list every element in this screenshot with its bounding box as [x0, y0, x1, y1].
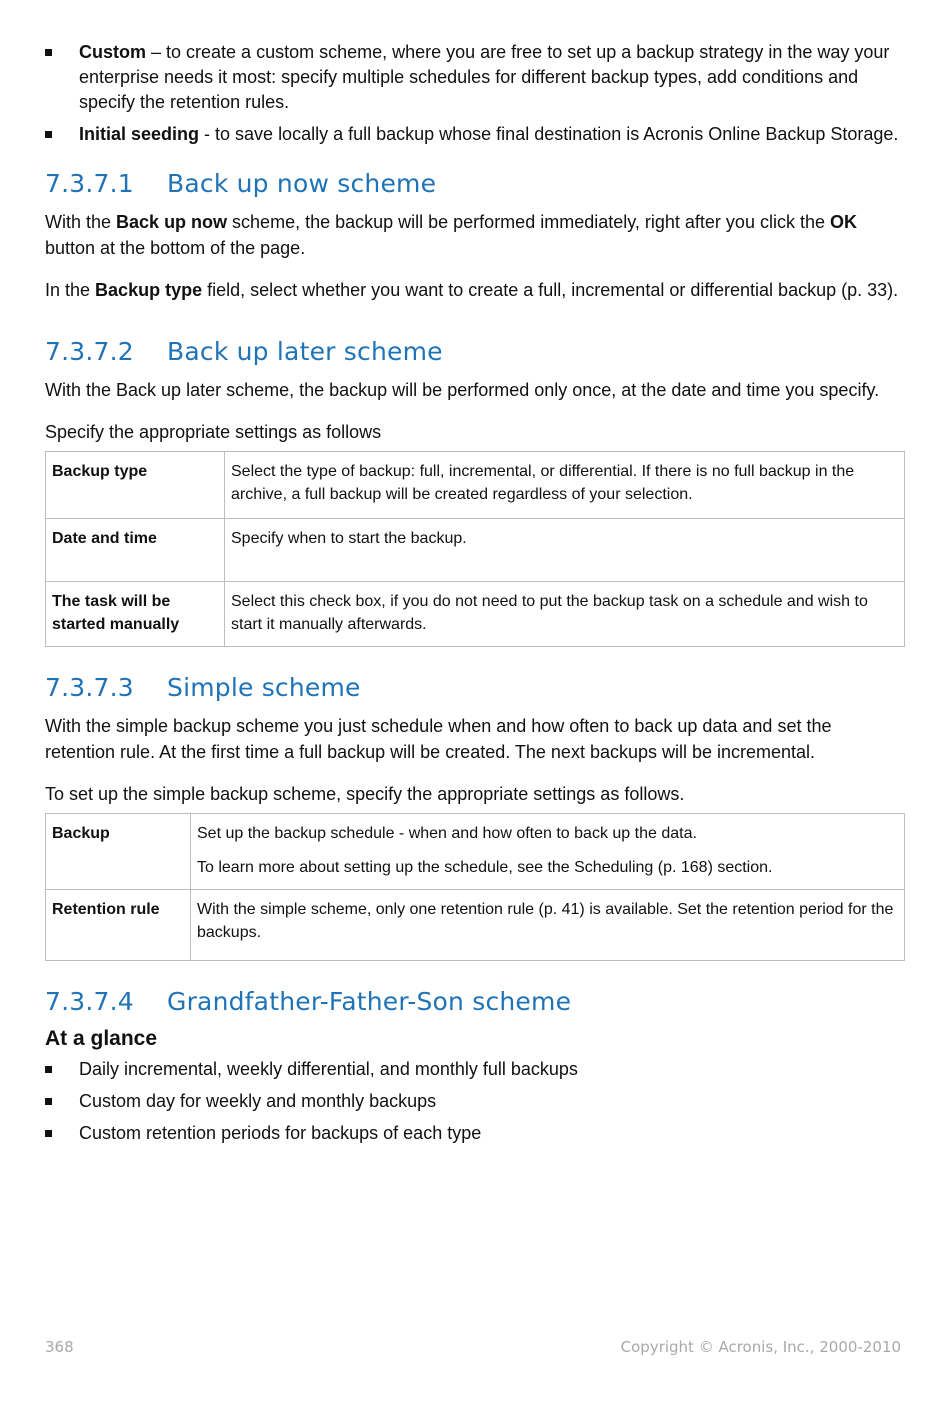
setting-name: Retention rule [46, 890, 191, 961]
option-term: Initial seeding [79, 124, 200, 144]
list-item [45, 1089, 905, 1114]
section-title: Simple scheme [167, 673, 361, 702]
text-run: field, select whether you want to create a full, incremental or differential backup (p. 33). [202, 280, 899, 300]
subheading-at-a-glance: At a glance [45, 1027, 158, 1050]
setting-name: Backup [46, 814, 191, 890]
bold-term: Backup type [95, 280, 203, 300]
bold-term: OK [829, 212, 857, 232]
page-number: 368 [45, 1338, 74, 1356]
list-item [45, 122, 905, 147]
setting-description [191, 814, 905, 890]
text-run: With the [45, 212, 117, 232]
list-item-text: Custom retention periods for backups of each type [79, 1123, 482, 1143]
list-item-text: Daily incremental, weekly differential, and monthly full backups [79, 1059, 578, 1079]
bullet-square-icon [45, 1098, 52, 1105]
setting-description: With the simple scheme, only one retention rule (p. 41) is available. Set the retention period for the backups. [191, 890, 905, 961]
document-page [45, 40, 905, 1153]
text-run: button at the bottom of the page. [45, 238, 306, 258]
table-row [46, 814, 905, 890]
table-row [46, 582, 905, 647]
paragraph: With the simple backup scheme you just schedule when and how often to back up data and set the retention rule. At the first time a full backup will be created. The next backups will be incremental. [45, 716, 832, 762]
bullet-square-icon [45, 1066, 52, 1073]
paragraph [45, 277, 905, 303]
setting-description: Select the type of backup: full, incremental, or differential. If there is no full backup in the archive, a full backup will be created regardless of your selection. [225, 452, 905, 519]
list-item [45, 1121, 905, 1146]
table-row [46, 452, 905, 519]
section-number: 7.3.7.1 [45, 169, 134, 198]
setting-name: Backup type [46, 452, 225, 519]
section-title: Grandfather-Father-Son scheme [167, 987, 572, 1016]
paragraph: With the Back up later scheme, the backup will be performed only once, at the date and time you specify. [45, 380, 880, 400]
paragraph [45, 209, 905, 261]
bullet-square-icon [45, 131, 52, 138]
simple-scheme-settings-table [45, 813, 905, 961]
copyright-notice: Copyright © Acronis, Inc., 2000-2010 [620, 1338, 901, 1356]
section-number: 7.3.7.3 [45, 673, 134, 702]
section-title: Back up later scheme [167, 337, 443, 366]
section-heading-back-up-now [45, 169, 905, 199]
text-run: In the [45, 280, 96, 300]
setting-name: The task will be started manually [46, 582, 225, 647]
section-heading-gfs-scheme [45, 987, 905, 1017]
text-run: scheme, the backup will be performed immediately, right after you click the [227, 212, 830, 232]
setting-description: Specify when to start the backup. [225, 519, 905, 582]
list-item [45, 40, 905, 115]
option-description: – to create a custom scheme, where you are free to set up a backup strategy in the way your enterprise needs it most: specify multiple schedules for different backup types, add conditions and specify the retention rules. [79, 42, 890, 112]
at-a-glance-list [45, 1057, 905, 1146]
bullet-square-icon [45, 49, 52, 56]
section-number: 7.3.7.2 [45, 337, 134, 366]
back-up-later-settings-table [45, 451, 905, 647]
option-description: - to save locally a full backup whose final destination is Acronis Online Backup Storage. [199, 124, 899, 144]
section-title: Back up now scheme [167, 169, 437, 198]
setting-name: Date and time [46, 519, 225, 582]
setting-description: Select this check box, if you do not need to put the backup task on a schedule and wish to start it manually afterwards. [225, 582, 905, 647]
paragraph: Specify the appropriate settings as follows [45, 422, 382, 442]
bold-term: Back up now [116, 212, 228, 232]
table-row [46, 890, 905, 961]
section-heading-simple-scheme [45, 673, 905, 703]
setting-text: Set up the backup schedule - when and how often to back up the data. [197, 825, 697, 842]
bullet-square-icon [45, 1130, 52, 1137]
scheme-options-list [45, 40, 905, 147]
option-term: Custom [79, 42, 146, 62]
table-row [46, 519, 905, 582]
list-item-text: Custom day for weekly and monthly backups [79, 1091, 437, 1111]
list-item [45, 1057, 905, 1082]
section-heading-back-up-later [45, 337, 905, 367]
paragraph: To set up the simple backup scheme, specify the appropriate settings as follows. [45, 784, 685, 804]
section-number: 7.3.7.4 [45, 987, 134, 1016]
setting-text: To learn more about setting up the schedule, see the Scheduling (p. 168) section. [197, 859, 773, 876]
